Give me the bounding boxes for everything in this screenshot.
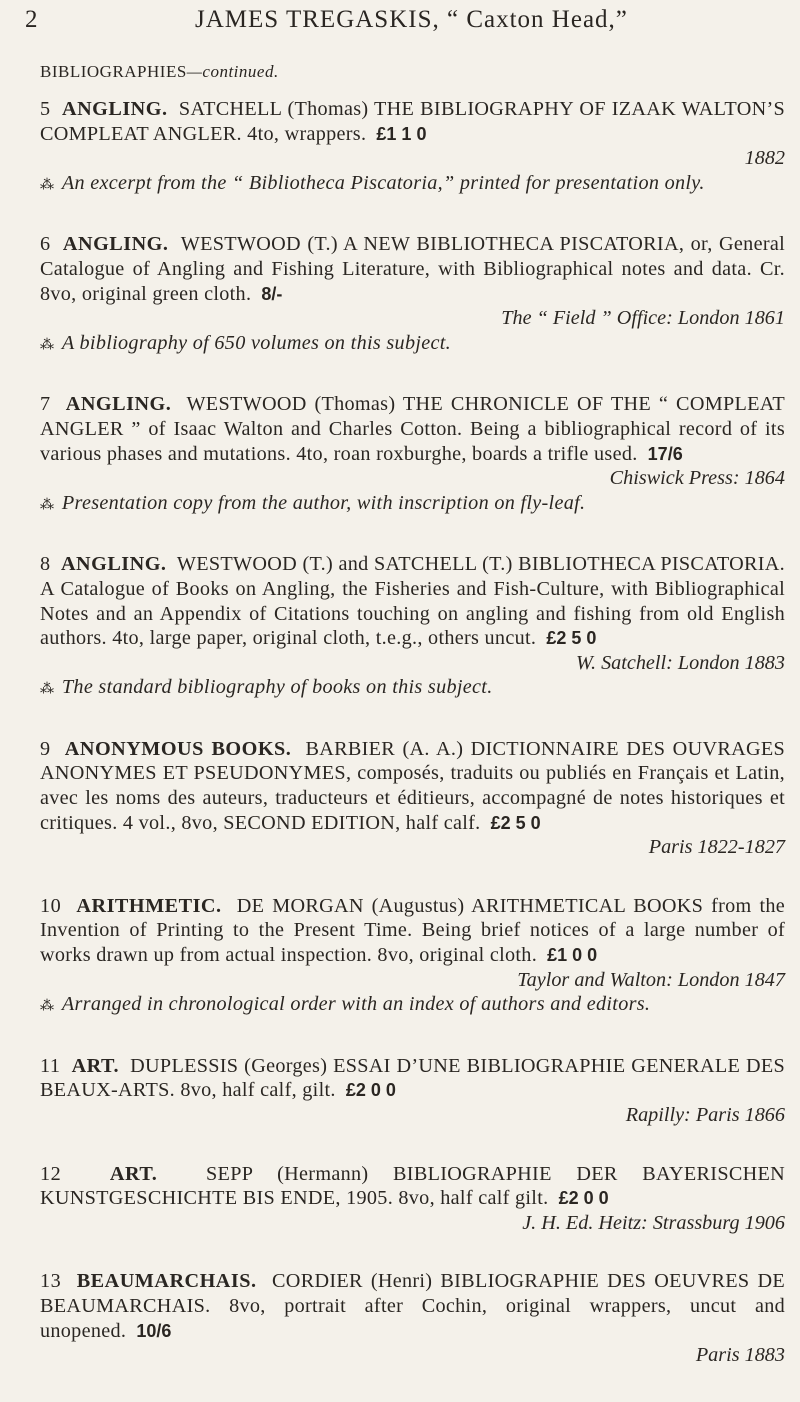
entry-text [40,392,785,466]
entry-note: Arranged in chronological order with an index of authors and editors. [61,993,651,1016]
entry-price: 10/6 [136,1320,172,1341]
entry-note: An excerpt from the “ Bibliotheca Piscatoria,” printed for presentation only. [61,171,705,194]
entry-heading: ANGLING. [60,553,167,576]
entry-text [40,1269,785,1343]
entry-imprint-line [40,968,785,993]
entry-heading: ARITHMETIC. [76,894,222,917]
entry-imprint-line [40,466,785,491]
entry-description: WESTWOOD (T.) A NEW BIBLIOTHECA PISCATORIA, or, General Catalogue of Angling and Fishing Literature, with Bibliographical notes and data. Cr. 8vo, original green cloth. [40,233,786,305]
entry-price: 8/- [261,283,283,304]
entry-heading: ART. [71,1054,120,1077]
running-head-title: JAMES TREGASKIS, “ Caxton Head,” [195,6,628,33]
entry-imprint: The “ Field ” Office: London 1861 [501,307,785,330]
entry-heading: ANONYMOUS BOOKS. [64,737,292,760]
asterism-icon: ⁂ [40,497,62,513]
entry-note-line [40,331,785,359]
entry-heading: BEAUMARCHAIS. [76,1270,257,1293]
entry-price: £2 0 0 [345,1080,396,1101]
entry-price: £2 5 0 [490,812,541,833]
entry-price: £2 5 0 [546,628,597,649]
entry-note-line [40,675,785,703]
running-head [25,6,628,34]
entry-text [40,97,785,146]
entry-imprint: Chiswick Press: 1864 [609,467,785,490]
entry-description: WESTWOOD (T.) and SATCHELL (T.) BIBLIOTHECA PISCATORIA. A Catalogue of Books on Angling, the Fisheries and Fish-Culture, with Bibliographical Notes and an Appendix of Citations touching on angling and fishing from old English authors. 4to, large paper, original cloth, t.e.g., others uncut. [40,553,785,650]
entry-number: 11 [40,1054,61,1077]
entry-imprint-line [40,651,785,676]
page-number: 2 [25,6,39,33]
entry-text [40,737,785,835]
entry-imprint-line [40,1211,785,1236]
entry-imprint: J. H. Ed. Heitz: Strassburg 1906 [522,1211,785,1234]
entry-description: DUPLESSIS (Georges) ESSAI D’UNE BIBLIOGRAPHIE GENERALE DES BEAUX-ARTS. 8vo, half calf, gilt. [40,1054,786,1102]
entry-imprint-line [40,146,785,171]
entry-note-line [40,491,785,519]
entry-text [40,894,785,968]
entry-imprint: Taylor and Walton: London 1847 [517,968,785,991]
entry-description: BARBIER (A. A.) DICTIONNAIRE DES OUVRAGES ANONYMES ET PSEUDONYMES, composés, traduits ou publiés en Français et Latin, avec les noms des auteurs, traducteurs et éditieurs, accompagné de notes historiques et critiques. 4 vol., 8vo, SECOND EDITION, half calf. [40,737,786,834]
entry-number: 9 [40,737,51,760]
entry-list [40,97,785,1402]
catalogue-entry [40,1054,785,1128]
entry-text [40,552,785,650]
entry-number: 13 [40,1270,62,1293]
entry-number: 10 [40,894,62,917]
entry-note-line [40,171,785,199]
entry-imprint-line [40,835,785,860]
entry-number: 12 [40,1162,62,1185]
entry-number: 5 [40,98,51,120]
entry-text [40,1162,785,1211]
entry-number: 8 [40,553,51,576]
entry-text [40,232,785,306]
entry-text [40,1054,785,1103]
entry-description: DE MORGAN (Augustus) ARITHMETICAL BOOKS from the Invention of Printing to the Present Time. Being brief notices of a large number of works drawn up from actual inspection. 8vo, original cloth. [40,894,786,967]
section-title [40,62,279,82]
entry-imprint-line [40,1343,785,1368]
entry-note: A bibliography of 650 volumes on this subject. [61,331,452,354]
entry-heading: ART. [109,1162,158,1185]
catalogue-entry [40,737,785,860]
catalogue-entry [40,97,785,198]
entry-description: WESTWOOD (Thomas) THE CHRONICLE OF THE “ COMPLEAT ANGLER ” of Isaac Walton and Charles Cotton. Being a bibliographical record of its various phases and mutations. 4to, roan roxburghe, boards a trifle used. [40,393,786,465]
entry-note: Presentation copy from the author, with inscription on fly-leaf. [61,491,586,514]
asterism-icon: ⁂ [40,177,62,193]
catalogue-entry [40,392,785,518]
section-title-continued: —continued. [186,62,279,81]
asterism-icon: ⁂ [40,999,62,1015]
entry-heading: ANGLING. [62,233,169,256]
asterism-icon: ⁂ [40,337,62,353]
catalogue-entry [40,894,785,1020]
entry-number: 7 [40,393,51,416]
entry-imprint: Paris 1883 [695,1344,785,1367]
entry-description: SEPP (Hermann) BIBLIOGRAPHIE DER BAYERISCHEN KUNSTGESCHICHTE BIS ENDE, 1905. 8vo, half calf gilt. [40,1162,786,1210]
section-title-main: BIBLIOGRAPHIES [40,62,187,81]
catalogue-entry [40,1162,785,1236]
entry-note: The standard bibliography of books on this subject. [61,676,493,699]
entry-heading: ANGLING. [62,98,168,120]
entry-imprint: W. Satchell: London 1883 [576,651,785,674]
entry-number: 6 [40,233,51,256]
catalogue-entry [40,232,785,358]
entry-price: £2 0 0 [558,1188,609,1209]
entry-imprint-line [40,306,785,331]
entry-imprint: 1882 [744,147,785,170]
entry-note-line [40,992,785,1020]
entry-description: SATCHELL (Thomas) THE BIBLIOGRAPHY OF IZAAK WALTON’S COMPLEAT ANGLER. 4to, wrappers. [40,98,785,145]
entry-price: £1 0 0 [547,945,598,966]
catalogue-entry [40,1269,785,1367]
asterism-icon: ⁂ [40,682,62,698]
entry-price: 17/6 [647,443,683,464]
entry-price: £1 1 0 [376,123,427,144]
entry-imprint-line [40,1103,785,1128]
entry-imprint: Paris 1822-1827 [648,836,785,859]
entry-heading: ANGLING. [65,393,172,416]
catalogue-entry [40,552,785,703]
entry-description: CORDIER (Henri) BIBLIOGRAPHIE DES OEUVRES DE BEAUMARCHAIS. 8vo, portrait after Cochin, original wrappers, uncut and unopened. [40,1270,785,1342]
entry-imprint: Rapilly: Paris 1866 [625,1104,785,1126]
